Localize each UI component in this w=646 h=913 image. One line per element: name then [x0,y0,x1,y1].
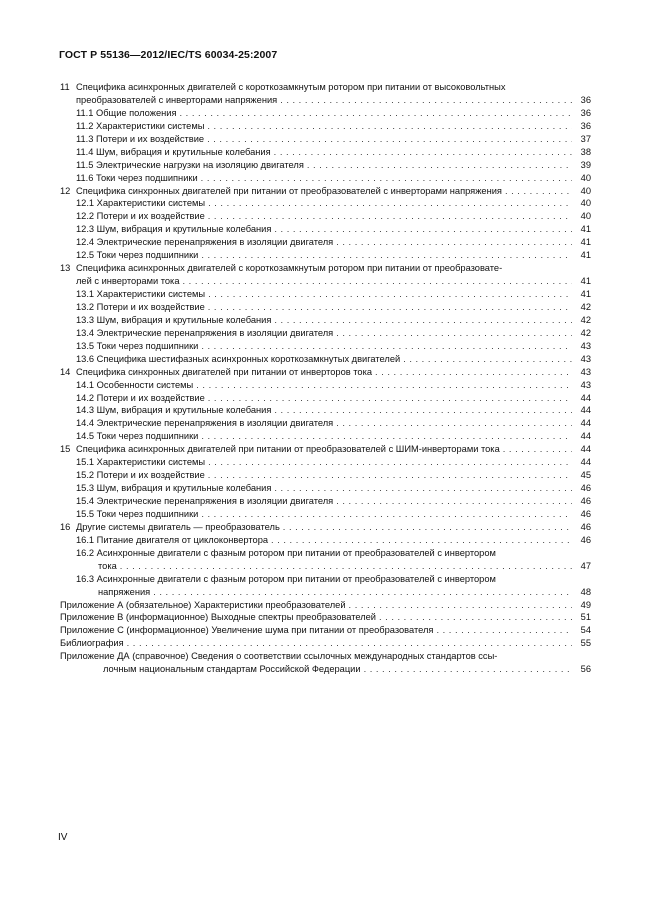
toc-entry [60,133,591,146]
toc-entry-number: 15 [60,444,71,455]
page-number: IV [58,832,68,843]
toc-entry-title: Спецификa асинхронных двигателей с короткозамкнутым ротором при питании от высоковольтных [76,82,506,92]
toc-entry-number: 12 [60,185,71,196]
toc-entry-page: 40 [580,211,591,222]
toc-entry-page: 44 [580,431,591,442]
toc-entry-page: 49 [580,599,591,610]
toc-entry [60,314,591,327]
toc-entry-page: 51 [580,612,591,623]
toc-entry-title: Приложение В (информационное) Выходные спектры преобразователей [60,612,376,623]
toc-entry [60,495,591,508]
toc-entry-title: 13.6 Спецификa шестифазных асинхронных короткозамкнутых двигателей [76,353,401,364]
toc-entry-page: 42 [580,301,591,312]
toc-entry-title: 16.1 Питание двигателя от циклоконвертора [76,534,269,545]
toc-entry-title: Библиография [60,638,124,649]
toc-entry-page: 45 [580,470,591,481]
toc-entry-title: напряжения [98,586,151,597]
table-of-contents [60,81,591,676]
toc-entry [60,94,591,107]
toc-entry-title: 15.2 Потери и их воздействие [76,470,205,481]
dot-leader [201,172,572,185]
toc-entry-title: 15.1 Характеристики системы [76,457,206,468]
dot-leader [336,417,572,430]
toc-entry-title: 16.2 Асинхронные двигатели с фазным ротором при питании от преобразователей с инвертором [76,547,496,558]
dot-leader [349,599,572,612]
toc-entry-page: 46 [580,521,591,532]
dot-leader [208,469,572,482]
toc-entry-page: 39 [580,159,591,170]
toc-entry [60,547,591,560]
toc-entry [60,340,591,353]
toc-entry-title: 14.3 Шум, вибрация и крутильные колебания [76,405,272,416]
toc-entry-title: 11.3 Потери и их воздействие [76,133,205,144]
toc-entry [60,223,591,236]
toc-entry-page: 37 [580,133,591,144]
dot-leader [201,508,572,521]
toc-entry [60,236,591,249]
toc-entry-page: 36 [580,107,591,118]
toc-entry-title: Спецификa асинхронных двигателей при питании от преобразователей с ШИМ-инверторами тока [76,444,500,455]
dot-leader [208,301,572,314]
dot-leader [120,560,572,573]
dot-leader [207,120,572,133]
toc-entry-title: 15.3 Шум, вибрация и крутильные колебания [76,483,272,494]
toc-entry-title: 11.6 Токи через подшипники [76,172,198,183]
dot-leader [271,534,572,547]
dot-leader [375,366,572,379]
toc-entry [60,185,591,198]
toc-entry-title: Приложение А (обязательное) Характеристики преобразователей [60,599,346,610]
dot-leader [274,146,572,159]
toc-entry-page: 55 [580,638,591,649]
toc-entry-title: лей с инверторами тока [76,276,180,287]
dot-leader [280,94,572,107]
toc-entry-title: 13.2 Потери и их воздействие [76,301,205,312]
dot-leader [208,392,572,405]
toc-entry [60,404,591,417]
toc-entry-title: 11.4 Шум, вибрация и крутильные колебания [76,146,271,157]
toc-entry [60,301,591,314]
toc-entry-number: 11 [60,82,70,92]
dot-leader [274,223,572,236]
toc-entry-title: 13.3 Шум, вибрация и крутильные колебания [76,314,272,325]
dot-leader [336,236,572,249]
toc-entry-title: 13.4 Электрические перенапряжения в изоляции двигателя [76,327,334,338]
toc-entry-page: 41 [580,237,591,248]
toc-entry-page: 44 [580,392,591,403]
toc-entry [60,327,591,340]
toc-entry-page: 46 [580,534,591,545]
toc-entry-page: 41 [580,224,591,235]
toc-entry-title: 12.5 Токи через подшипники [76,250,199,261]
toc-entry [60,379,591,392]
toc-entry [60,521,591,534]
toc-entry-page: 36 [580,94,591,105]
toc-entry [60,508,591,521]
toc-entry [60,172,591,185]
toc-entry-title: Спецификa асинхронных двигателей с короткозамкнутым ротором при питании от преобразовате- [76,263,503,274]
toc-entry-title: преобразователей с инверторами напряжения [76,94,278,105]
dot-leader [207,133,572,146]
toc-entry-title: 14.1 Особенности системы [76,379,194,390]
toc-entry-page: 43 [580,366,591,377]
toc-entry [60,586,591,599]
dot-leader [208,197,572,210]
toc-entry-title: 16.3 Асинхронные двигатели с фазным ротором при питании от преобразователей с инвертором [76,573,496,584]
dot-leader [379,611,572,624]
dot-leader [307,159,572,172]
toc-entry-title: 12.2 Потери и их воздействие [76,211,205,222]
dot-leader [196,379,572,392]
toc-entry [60,443,591,456]
dot-leader [336,495,572,508]
toc-entry [60,456,591,469]
document-header: ГОСТ Р 55136—2012/IEC/TS 60034-25:2007 [59,49,278,61]
toc-entry-number: 14 [60,366,71,377]
toc-entry-page: 44 [580,457,591,468]
toc-entry-page: 40 [580,172,591,183]
dot-leader [208,288,572,301]
toc-entry-page: 47 [580,560,591,571]
toc-entry [60,599,591,612]
dot-leader [283,521,572,534]
toc-entry [60,81,591,94]
toc-entry-page: 46 [580,496,591,506]
toc-entry [60,560,591,573]
toc-entry-page: 46 [580,483,591,494]
dot-leader [505,185,572,198]
toc-entry-title: 15.5 Токи через подшипники [76,508,199,519]
toc-entry-page: 42 [580,314,591,325]
toc-entry [60,534,591,547]
toc-entry [60,249,591,262]
dot-leader [274,314,572,327]
toc-entry-title: 13.1 Характеристики системы [76,289,206,299]
toc-entry [60,650,591,663]
toc-entry-page: 40 [580,185,591,196]
toc-entry [60,262,591,275]
toc-entry-title: 12.4 Электрические перенапряжения в изоляции двигателя [76,237,334,248]
dot-leader [436,624,572,637]
dot-leader [201,340,572,353]
toc-entry-title: 14.5 Токи через подшипники [76,431,199,442]
dot-leader [364,663,572,676]
toc-entry [60,275,591,288]
toc-entry-page: 43 [580,340,591,351]
toc-entry-title: тока [98,560,117,571]
toc-entry-page: 41 [580,276,591,287]
toc-entry [60,417,591,430]
toc-entry-page: 40 [580,198,591,209]
toc-entry-title: 11.5 Электрические нагрузки на изоляцию двигателя [76,159,304,170]
toc-entry-title: Другие системы двигатель — преобразователь [76,521,280,532]
toc-entry-title: Приложение ДА (справочное) Сведения о соответствии ссылочных международных стандартов ссы- [60,651,498,662]
dot-leader [183,275,572,288]
toc-entry [60,107,591,120]
toc-entry-page: 44 [580,405,591,416]
toc-entry-title: лочным национальным стандартам Российской Федерации [103,664,361,675]
toc-entry [60,197,591,210]
toc-entry-title: 13.5 Токи через подшипники [76,340,199,351]
toc-entry [60,146,591,159]
toc-entry [60,210,591,223]
dot-leader [503,443,572,456]
toc-entry-page: 48 [580,586,591,597]
dot-leader [403,353,572,366]
toc-entry-page: 42 [580,327,591,338]
dot-leader [208,210,572,223]
toc-entry-title: Спецификa синхронных двигателей при питании от инверторов тока [76,366,373,377]
toc-entry [60,353,591,366]
dot-leader [201,430,572,443]
toc-entry-page: 43 [580,353,591,364]
toc-entry [60,637,591,650]
toc-entry-page: 41 [580,250,591,261]
toc-entry-title: 14.2 Потери и их воздействие [76,392,205,403]
dot-leader [208,456,572,469]
toc-entry [60,469,591,482]
toc-entry-page: 54 [580,625,591,636]
toc-entry [60,573,591,586]
toc-entry-title: 15.4 Электрические перенапряжения в изоляции двигателя [76,496,334,506]
toc-entry-page: 41 [580,289,591,299]
toc-entry [60,482,591,495]
toc-entry-title: Приложение С (информационное) Увеличение шума при питании от преобразователя [60,625,434,636]
toc-entry [60,624,591,637]
toc-entry-page: 38 [580,146,591,157]
toc-entry [60,663,591,676]
toc-entry [60,366,591,379]
toc-entry-page: 46 [580,508,591,519]
dot-leader [274,404,572,417]
toc-entry-page: 43 [580,379,591,390]
toc-entry [60,120,591,133]
toc-entry [60,392,591,405]
toc-entry-page: 56 [580,664,591,675]
toc-entry-title: 14.4 Электрические перенапряжения в изоляции двигателя [76,418,334,429]
toc-entry-page: 44 [580,418,591,429]
toc-entry-title: 11.2 Характеристики системы [76,120,205,131]
toc-entry-title: 12.1 Характеристики системы [76,198,206,209]
dot-leader [274,482,572,495]
dot-leader [180,107,573,120]
toc-entry [60,611,591,624]
toc-entry-number: 13 [60,263,71,274]
dot-leader [153,586,572,599]
dot-leader [336,327,572,340]
dot-leader [201,249,572,262]
toc-entry [60,430,591,443]
dot-leader [127,637,572,650]
toc-entry-title: Спецификa синхронных двигателей при питании от преобразователей с инверторами напряжения [76,185,502,196]
toc-entry [60,288,591,301]
toc-entry-title: 11.1 Общие положения [76,107,177,118]
toc-entry [60,159,591,172]
toc-entry-page: 36 [580,120,591,131]
toc-entry-title: 12.3 Шум, вибрация и крутильные колебания [76,224,272,235]
toc-entry-page: 44 [580,444,591,455]
toc-entry-number: 16 [60,521,71,532]
